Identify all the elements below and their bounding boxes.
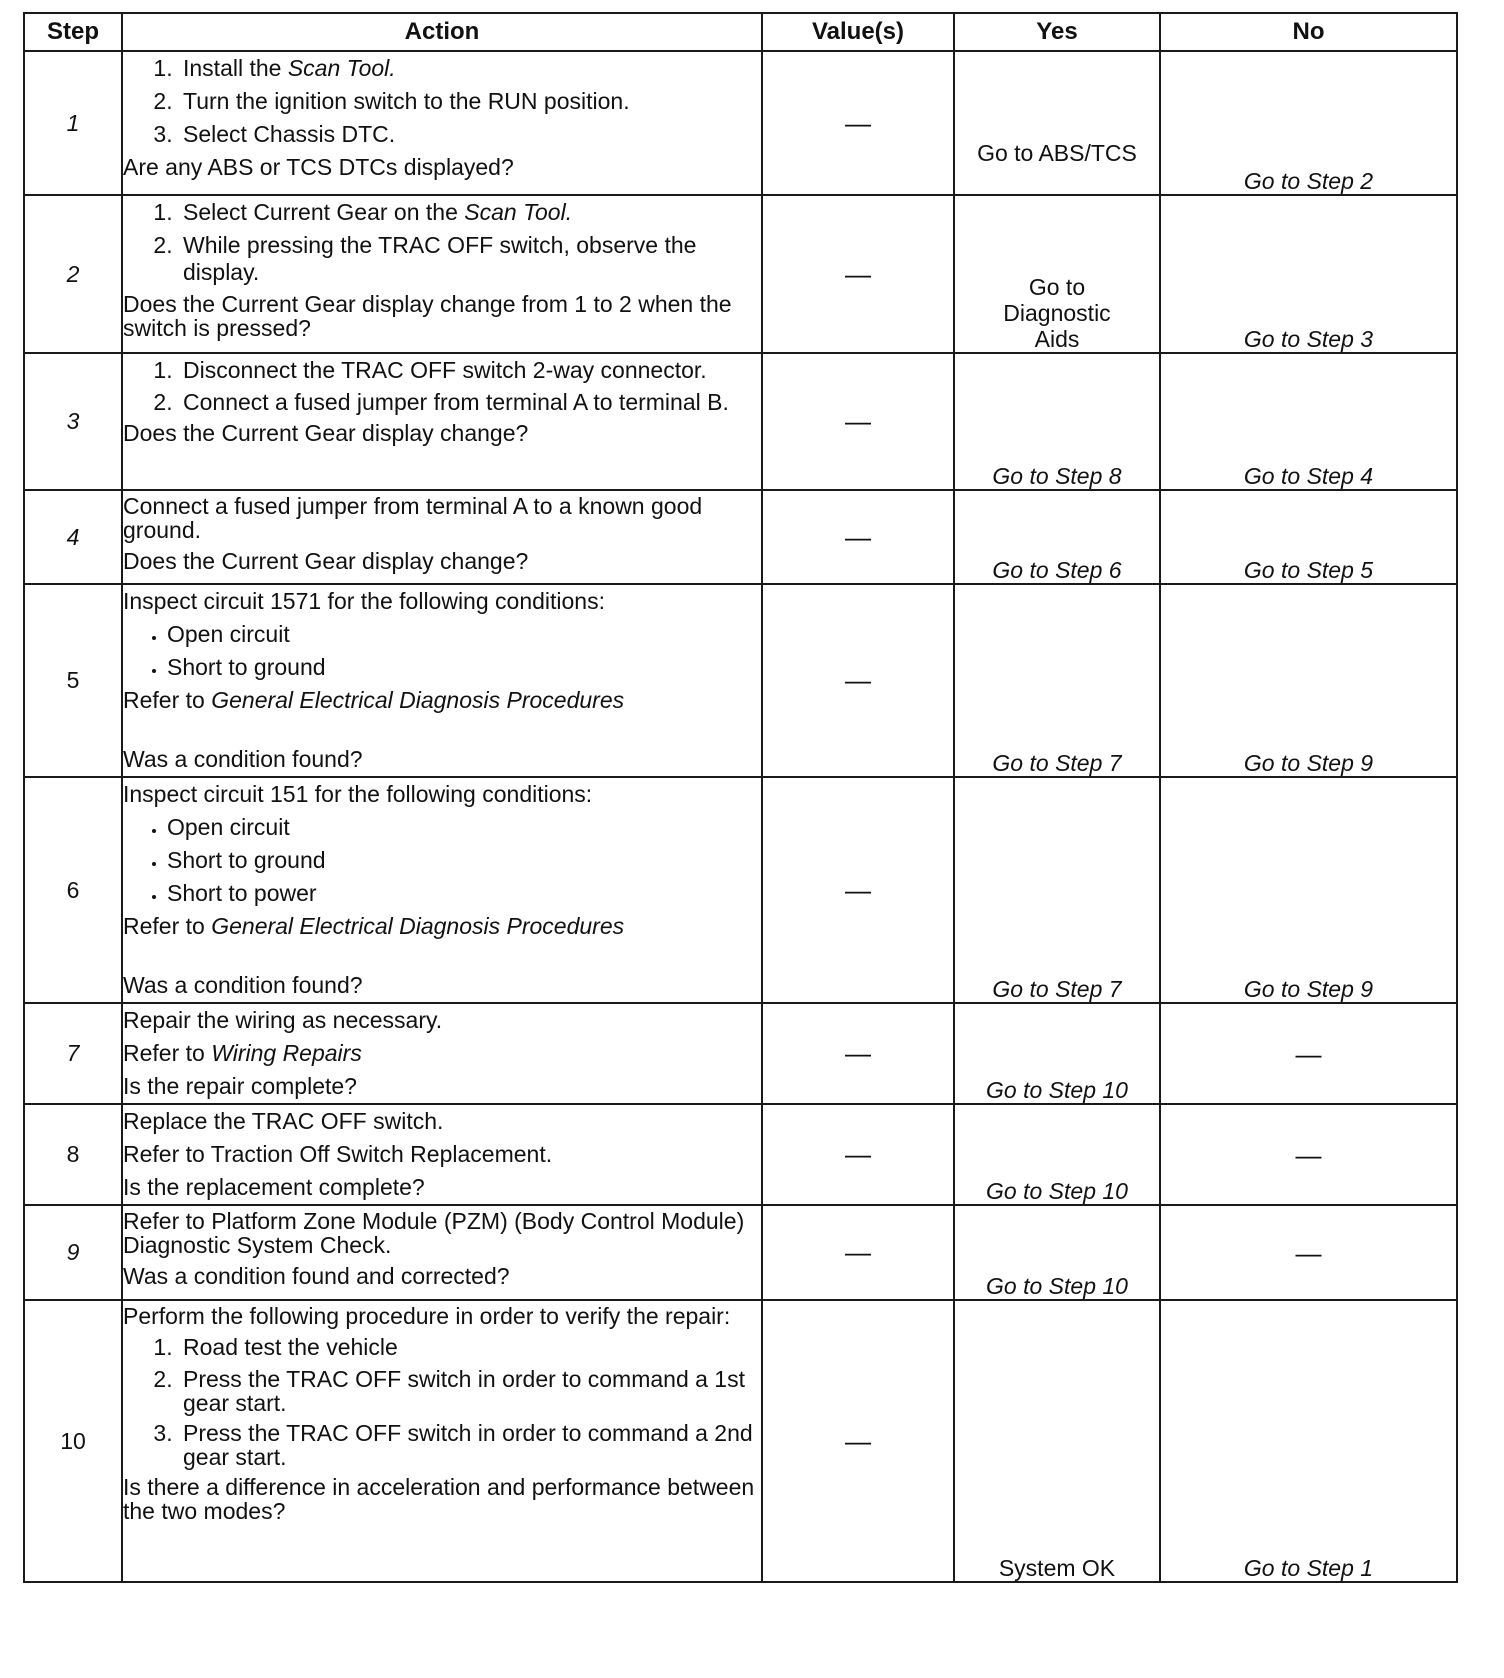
action-list <box>123 52 761 151</box>
diagnostic-table <box>23 12 1458 1583</box>
refer-link[interactable]: General Electrical Diagnosis Procedures <box>211 687 625 713</box>
action-cell <box>122 353 762 490</box>
refer-link[interactable]: Wiring Repairs <box>211 1040 362 1066</box>
refer-text <box>123 1037 761 1070</box>
step-number: 10 <box>24 1300 122 1582</box>
list-item: • Short to ground <box>167 844 761 877</box>
step-number: 7 <box>24 1003 122 1104</box>
list-item <box>179 52 761 85</box>
action-cell <box>122 51 762 195</box>
yes-cell: Go to Step 10 <box>954 1003 1160 1104</box>
list-item: 2. Turn the ignition switch to the RUN position. <box>179 85 761 118</box>
no-cell: Go to Step 3 <box>1160 195 1457 353</box>
question-text: Is the replacement complete? <box>123 1174 425 1200</box>
value-cell: — <box>762 1205 954 1300</box>
action-text: Replace the TRAC OFF switch. <box>123 1108 444 1134</box>
refer-prefix: Refer to <box>123 913 212 939</box>
refer-prefix: Refer to <box>123 1040 212 1066</box>
question-text: Was a condition found? <box>123 746 363 772</box>
action-list <box>123 196 761 289</box>
no-cell: — <box>1160 1003 1457 1104</box>
table-row <box>24 51 1457 195</box>
action-intro: Perform the following procedure in order to verify the repair: <box>123 1303 731 1329</box>
conditions-list <box>123 811 761 910</box>
no-cell: Go to Step 5 <box>1160 490 1457 584</box>
list-item: 1. Disconnect the TRAC OFF switch 2-way connector. <box>179 354 761 387</box>
scan-tool-ref: Scan Tool. <box>464 199 573 225</box>
table-row <box>24 490 1457 584</box>
table-row <box>24 777 1457 1003</box>
no-cell: — <box>1160 1104 1457 1205</box>
value-cell: — <box>762 1003 954 1104</box>
list-item: 3. Select Chassis DTC. <box>179 118 761 151</box>
list-item: 2. While pressing the TRAC OFF switch, observe the display. <box>179 229 761 289</box>
question-text: Does the Current Gear display change? <box>123 420 529 446</box>
list-item-text: Install the <box>183 55 288 81</box>
step-number: 4 <box>24 490 122 584</box>
list-item-text: Select Current Gear on the <box>183 199 465 225</box>
header-yes: Yes <box>954 13 1160 51</box>
list-item: 2. Connect a fused jumper from terminal A to terminal B. <box>179 387 761 417</box>
table-row <box>24 195 1457 353</box>
step-number: 1 <box>24 51 122 195</box>
list-item: • Open circuit <box>167 618 761 651</box>
scan-tool-ref: Scan Tool. <box>287 55 396 81</box>
yes-cell: Go to Diagnostic Aids <box>954 195 1160 353</box>
table-row <box>24 1003 1457 1104</box>
table-row <box>24 1300 1457 1582</box>
yes-cell: Go to Step 7 <box>954 777 1160 1003</box>
action-cell <box>122 777 762 1003</box>
value-cell: — <box>762 584 954 777</box>
value-cell: — <box>762 490 954 584</box>
question-text: Does the Current Gear display change from 1 to 2 when the switch is pressed? <box>123 291 732 341</box>
action-intro: Inspect circuit 151 for the following conditions: <box>123 781 593 807</box>
header-action: Action <box>122 13 762 51</box>
action-intro: Inspect circuit 1571 for the following conditions: <box>123 588 605 614</box>
step-number: 6 <box>24 777 122 1003</box>
no-cell: Go to Step 1 <box>1160 1300 1457 1582</box>
value-cell: — <box>762 51 954 195</box>
list-item: 2. Press the TRAC OFF switch in order to command a 1st gear start. <box>179 1364 761 1418</box>
header-step: Step <box>24 13 122 51</box>
no-cell: Go to Step 2 <box>1160 51 1457 195</box>
value-cell: — <box>762 353 954 490</box>
table-row <box>24 584 1457 777</box>
header-row <box>24 13 1457 51</box>
action-cell <box>122 1300 762 1582</box>
no-cell: Go to Step 9 <box>1160 777 1457 1003</box>
step-number: 8 <box>24 1104 122 1205</box>
list-item: 1. Road test the vehicle <box>179 1331 761 1364</box>
yes-cell: Go to ABS/TCS <box>954 51 1160 195</box>
table-row <box>24 353 1457 490</box>
step-number: 9 <box>24 1205 122 1300</box>
action-list <box>123 354 761 417</box>
value-cell: — <box>762 1104 954 1205</box>
yes-cell: Go to Step 10 <box>954 1205 1160 1300</box>
list-item: • Open circuit <box>167 811 761 844</box>
no-cell: Go to Step 9 <box>1160 584 1457 777</box>
refer-link[interactable]: General Electrical Diagnosis Procedures <box>211 913 625 939</box>
header-values: Value(s) <box>762 13 954 51</box>
no-cell: Go to Step 4 <box>1160 353 1457 490</box>
refer-text <box>123 910 761 943</box>
step-number: 3 <box>24 353 122 490</box>
action-text: Refer to Platform Zone Module (PZM) (Body Control Module) Diagnostic System Check. <box>123 1208 745 1258</box>
action-cell <box>122 490 762 584</box>
yes-cell: Go to Step 7 <box>954 584 1160 777</box>
action-list <box>123 1331 761 1472</box>
no-cell: — <box>1160 1205 1457 1300</box>
value-cell: — <box>762 195 954 353</box>
action-text: Connect a fused jumper from terminal A to a known good ground. <box>123 493 703 543</box>
action-cell <box>122 1003 762 1104</box>
conditions-list <box>123 618 761 684</box>
question-text: Are any ABS or TCS DTCs displayed? <box>123 154 514 180</box>
value-cell: — <box>762 777 954 1003</box>
header-no: No <box>1160 13 1457 51</box>
step-number: 2 <box>24 195 122 353</box>
refer-prefix: Refer to <box>123 687 212 713</box>
action-cell <box>122 1205 762 1300</box>
list-item <box>179 196 761 229</box>
question-text: Does the Current Gear display change? <box>123 548 529 574</box>
step-number: 5 <box>24 584 122 777</box>
list-item: • Short to power <box>167 877 761 910</box>
yes-cell: Go to Step 8 <box>954 353 1160 490</box>
yes-cell: Go to Step 10 <box>954 1104 1160 1205</box>
question-text: Was a condition found? <box>123 972 363 998</box>
action-cell <box>122 195 762 353</box>
table-row <box>24 1205 1457 1300</box>
action-cell <box>122 1104 762 1205</box>
action-text: Repair the wiring as necessary. <box>123 1007 443 1033</box>
question-text: Was a condition found and corrected? <box>123 1263 510 1289</box>
value-cell: — <box>762 1300 954 1582</box>
yes-cell: Go to Step 6 <box>954 490 1160 584</box>
refer-text <box>123 684 761 717</box>
refer-text: Refer to Traction Off Switch Replacement. <box>123 1141 553 1167</box>
yes-cell: System OK <box>954 1300 1160 1582</box>
list-item: • Short to ground <box>167 651 761 684</box>
question-text: Is the repair complete? <box>123 1073 357 1099</box>
action-cell <box>122 584 762 777</box>
list-item: 3. Press the TRAC OFF switch in order to command a 2nd gear start. <box>179 1418 761 1472</box>
table-row <box>24 1104 1457 1205</box>
question-text: Is there a difference in acceleration and performance between the two modes? <box>123 1474 755 1524</box>
